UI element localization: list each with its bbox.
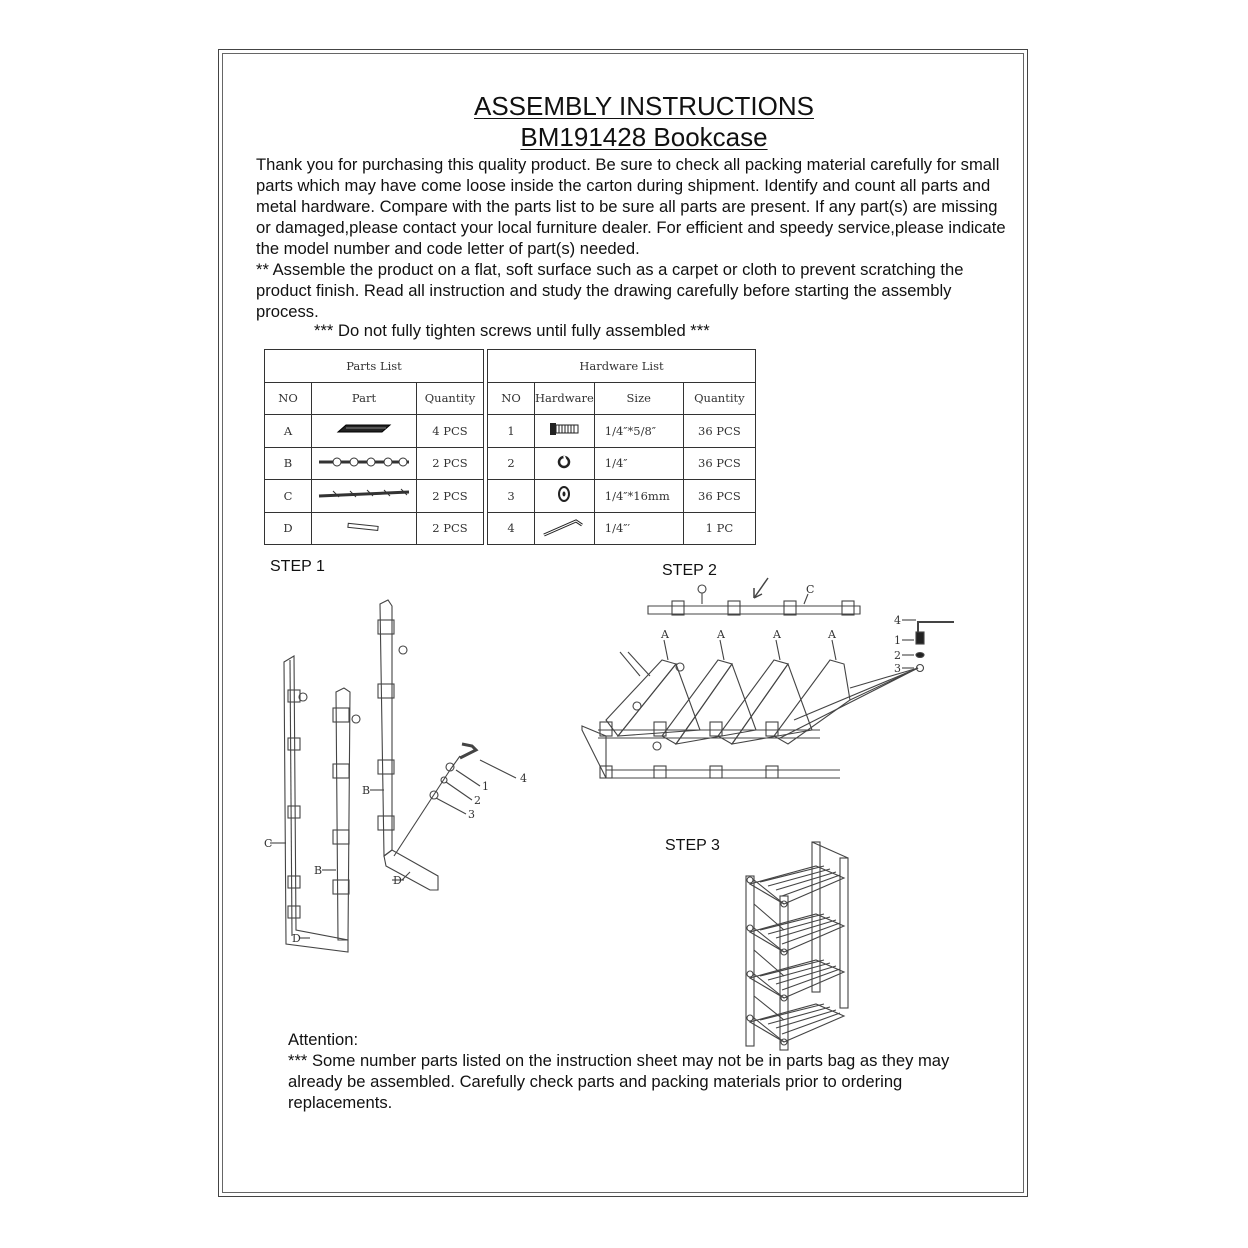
hardware-no: 3: [488, 480, 535, 513]
part-qty: 4 PCS: [417, 415, 484, 448]
part-qty: 2 PCS: [417, 480, 484, 513]
col-header: Part: [312, 382, 417, 415]
col-header: NO: [488, 382, 535, 415]
hardware-no: 1: [488, 415, 535, 448]
document-title: ASSEMBLY INSTRUCTIONS: [474, 91, 814, 121]
step1-label-b: B: [362, 784, 371, 797]
step2-label-2: 2: [894, 649, 901, 662]
step-2-diagram: [582, 578, 954, 778]
parts-list-heading: Parts List: [265, 350, 484, 383]
step-1-label: STEP 1: [270, 558, 325, 575]
step1-label-d: D: [292, 932, 301, 945]
step-3-label: STEP 3: [665, 837, 720, 854]
tighten-warning: *** Do not fully tighten screws until fully assembled ***: [314, 321, 710, 340]
step-1-diagram: [270, 600, 516, 952]
step-2-label: STEP 2: [662, 562, 717, 579]
hardware-no: 4: [488, 512, 535, 545]
step2-label-1: 1: [894, 634, 901, 647]
hardware-qty: 36 PCS: [683, 447, 755, 480]
hardware-qty: 36 PCS: [683, 415, 755, 448]
hardware-qty: 36 PCS: [683, 480, 755, 513]
step2-label-a: A: [717, 628, 725, 641]
step1-label-c: C: [264, 837, 273, 850]
col-header: Quantity: [417, 382, 484, 415]
step2-label-4: 4: [894, 614, 901, 627]
step2-label-a: A: [828, 628, 836, 641]
col-header: Quantity: [683, 382, 755, 415]
part-no: A: [265, 415, 312, 448]
attention-heading: Attention:: [288, 1030, 359, 1049]
step1-label-3: 3: [468, 808, 475, 821]
hardware-size: 1/4″′: [594, 512, 683, 545]
part-qty: 2 PCS: [417, 512, 484, 545]
document-subtitle: BM191428 Bookcase: [520, 122, 768, 152]
part-no: D: [265, 512, 312, 545]
col-header: Hardware: [535, 382, 595, 415]
step1-label-2: 2: [474, 794, 481, 807]
attention-note: [288, 1029, 1008, 1113]
hardware-size: 1/4″*16mm: [594, 480, 683, 513]
step2-label-a: A: [661, 628, 669, 641]
hardware-size: 1/4″*5/8″: [594, 415, 683, 448]
step1-label-b: B: [314, 864, 323, 877]
hardware-no: 2: [488, 447, 535, 480]
part-qty: 2 PCS: [417, 447, 484, 480]
attention-text: *** Some number parts listed on the instruction sheet may not be in parts bag as they may already be assembled. Carefully check parts and packing materials prior to ordering replacements.: [288, 1051, 950, 1112]
step1-label-d: D: [393, 874, 402, 887]
col-header: Size: [594, 382, 683, 415]
step2-label-c: C: [806, 583, 815, 596]
step1-label-1: 1: [482, 780, 489, 793]
part-no: C: [265, 480, 312, 513]
hardware-list-heading: Hardware List: [488, 350, 756, 383]
step2-label-3: 3: [894, 662, 901, 675]
intro-paragraph: ** Assemble the product on a flat, soft surface such as a carpet or cloth to prevent scratching the product finish. Read all instruction and study the drawing carefully before starting the assembly process.: [256, 260, 964, 321]
part-no: B: [265, 447, 312, 480]
intro-paragraph: Thank you for purchasing this quality product. Be sure to check all packing material carefully for small parts which may have come loose inside the carton during shipment. Identify and count all parts and metal hardware. Compare with the parts list to be sure all parts are present. If any part(s) are missing or damaged,please contact your local furniture dealer. For efficient and speedy service,please indicate the model number and code letter of part(s) needed.: [256, 155, 1006, 258]
step-3-bookcase-drawing: [746, 842, 848, 1050]
step1-label-4: 4: [520, 772, 527, 785]
col-header: NO: [265, 382, 312, 415]
step2-label-a: A: [773, 628, 781, 641]
hardware-qty: 1 PC: [683, 512, 755, 545]
hardware-size: 1/4″: [594, 447, 683, 480]
